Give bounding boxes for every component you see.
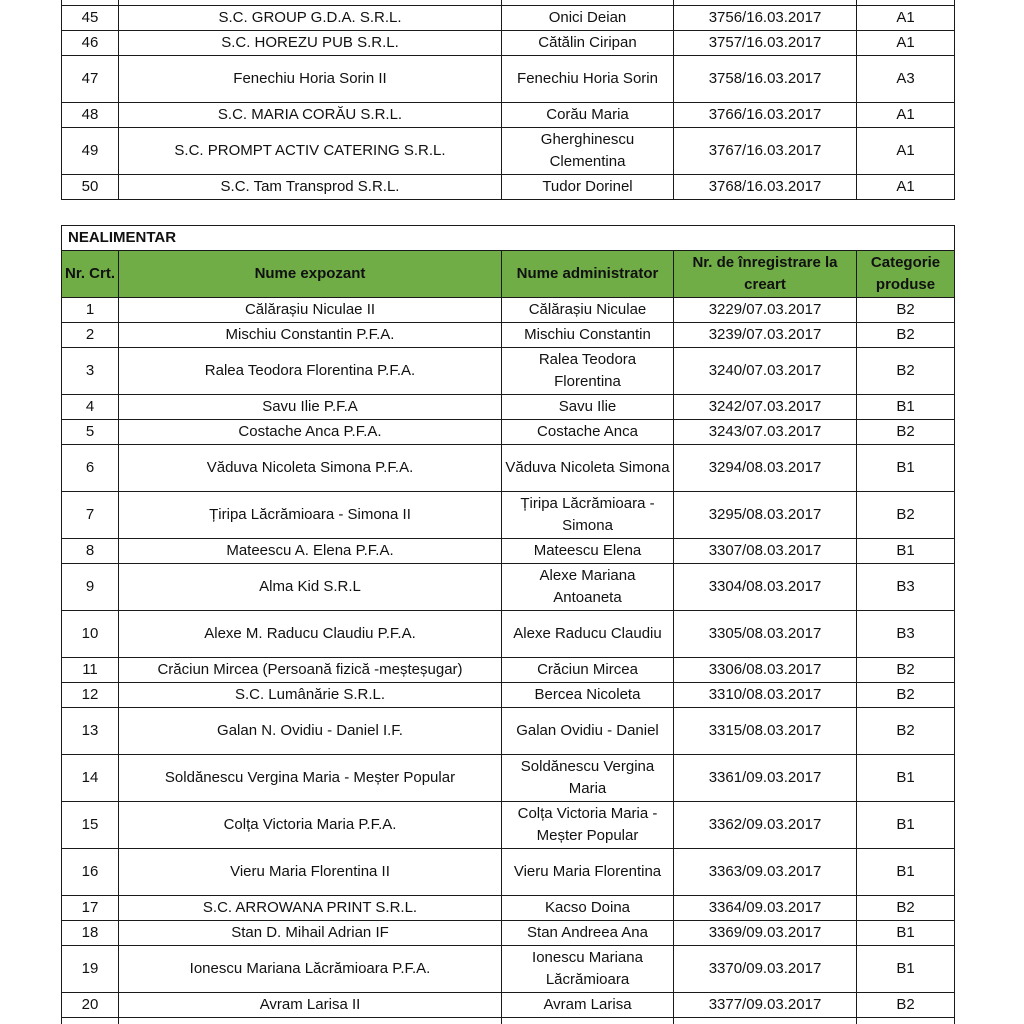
table-row [62,564,955,611]
cell-inregistrare: 3239/07.03.2017 [674,323,857,348]
cell-inregistrare: 3306/08.03.2017 [674,658,857,683]
table-row [62,323,955,348]
cell-nr: 50 [62,175,119,200]
cell-nr: 47 [62,56,119,103]
cell-expozant: Costache Anca P.F.A. [119,420,502,445]
table-row [62,802,955,849]
cell-nr [62,1018,119,1024]
cell-categorie: B1 [857,849,955,896]
cell-inregistrare: 3295/08.03.2017 [674,492,857,539]
cell-nr: 4 [62,395,119,420]
cell-categorie: B2 [857,708,955,755]
cell-expozant: S.C. PROMPT ACTIV CATERING S.R.L. [119,128,502,175]
cell-administrator: Mateescu Elena [502,539,674,564]
table-body [62,0,955,200]
table-row [62,492,955,539]
cell-inregistrare: 3240/07.03.2017 [674,348,857,395]
table-row [62,175,955,200]
table-row [62,611,955,658]
table-row [62,946,955,993]
nealimentar-table [61,225,955,1024]
cell-administrator: Tudor Dorinel [502,175,674,200]
cell-administrator: Călărașiu Niculae [502,298,674,323]
cell-inregistrare: 3242/07.03.2017 [674,395,857,420]
table-row [62,420,955,445]
cell-administrator: Kacso Doina [502,896,674,921]
table-row [62,128,955,175]
table-row [62,708,955,755]
col-header-administrator: Nume administrator [502,251,674,298]
cell-categorie: B2 [857,993,955,1018]
cell-expozant: Alma Kid S.R.L [119,564,502,611]
table-row [62,755,955,802]
cell-inregistrare: 3758/16.03.2017 [674,56,857,103]
cell-administrator: Mischiu Constantin [502,323,674,348]
cell-inregistrare: 3362/09.03.2017 [674,802,857,849]
table-row [62,849,955,896]
cell-categorie: A3 [857,56,955,103]
cell-categorie: A1 [857,103,955,128]
cell-administrator: Fenechiu Horia Sorin [502,56,674,103]
cell-administrator: Crăciun Mircea [502,658,674,683]
cell-inregistrare: 3243/07.03.2017 [674,420,857,445]
cell-inregistrare: 3767/16.03.2017 [674,128,857,175]
cell-expozant: Stan D. Mihail Adrian IF [119,921,502,946]
alimentar-table-continued [61,0,955,200]
cell-expozant: Crăciun Mircea (Persoană fizică -meșteșugar) [119,658,502,683]
cell-administrator: Vieru Maria Florentina [502,849,674,896]
cell-inregistrare: 3768/16.03.2017 [674,175,857,200]
section-title: NEALIMENTAR [62,226,955,251]
col-header-inregistrare: Nr. de înregistrare la creart [674,251,857,298]
cell-categorie: B2 [857,420,955,445]
table-body [62,298,955,1024]
cell-nr: 3 [62,348,119,395]
cell-administrator: Galan Ovidiu - Daniel [502,708,674,755]
cell-administrator: Onici Deian [502,6,674,31]
cell-expozant: S.C. Tam Transprod S.R.L. [119,175,502,200]
cell-inregistrare [674,1018,857,1024]
cell-inregistrare: 3766/16.03.2017 [674,103,857,128]
cell-nr: 10 [62,611,119,658]
cell-nr: 20 [62,993,119,1018]
cell-nr: 19 [62,946,119,993]
cell-categorie: B2 [857,683,955,708]
cell-nr: 11 [62,658,119,683]
cell-expozant: S.C. HOREZU PUB S.R.L. [119,31,502,56]
cell-inregistrare: 3370/09.03.2017 [674,946,857,993]
cell-nr: 48 [62,103,119,128]
cell-administrator: Ionescu Mariana Lăcrămioara [502,946,674,993]
cell-expozant [119,1018,502,1024]
table-row [62,31,955,56]
cell-nr: 8 [62,539,119,564]
cell-categorie: A1 [857,128,955,175]
cell-expozant: Alexe M. Raducu Claudiu P.F.A. [119,611,502,658]
cell-categorie: B1 [857,539,955,564]
cell-inregistrare: 3304/08.03.2017 [674,564,857,611]
cell-nr: 15 [62,802,119,849]
cell-nr: 1 [62,298,119,323]
cell-nr: 49 [62,128,119,175]
cell-nr: 7 [62,492,119,539]
cell-nr: 45 [62,6,119,31]
cell-categorie: B1 [857,802,955,849]
table-row [62,921,955,946]
cell-nr: 13 [62,708,119,755]
cell-expozant: Ralea Teodora Florentina P.F.A. [119,348,502,395]
cell-nr: 12 [62,683,119,708]
cell-inregistrare: 3363/09.03.2017 [674,849,857,896]
table-row [62,683,955,708]
cell-administrator: Ralea Teodora Florentina [502,348,674,395]
cell-administrator: Savu Ilie [502,395,674,420]
cell-nr: 18 [62,921,119,946]
cell-inregistrare: 3369/09.03.2017 [674,921,857,946]
cell-administrator: Costache Anca [502,420,674,445]
table-row [62,298,955,323]
cell-categorie: B3 [857,611,955,658]
cell-administrator: Alexe Mariana Antoaneta [502,564,674,611]
cell-expozant: Savu Ilie P.F.A [119,395,502,420]
cell-inregistrare: 3307/08.03.2017 [674,539,857,564]
cell-expozant: Vieru Maria Florentina II [119,849,502,896]
cell-categorie: B2 [857,658,955,683]
cell-expozant: Văduva Nicoleta Simona P.F.A. [119,445,502,492]
cell-administrator: Bercea Nicoleta [502,683,674,708]
table-row [62,445,955,492]
cell-nr: 14 [62,755,119,802]
cell-administrator: Colța Victoria Maria - Meșter Popular [502,802,674,849]
cell-expozant: S.C. Lumânărie S.R.L. [119,683,502,708]
cell-administrator: Gherghinescu Clementina [502,128,674,175]
cell-categorie: B2 [857,492,955,539]
cell-inregistrare: 3756/16.03.2017 [674,6,857,31]
cell-nr: 6 [62,445,119,492]
cell-expozant: Țiripa Lăcrămioara - Simona II [119,492,502,539]
cell-nr: 5 [62,420,119,445]
cell-categorie: B1 [857,755,955,802]
table-row [62,658,955,683]
cell-inregistrare: 3377/09.03.2017 [674,993,857,1018]
cell-categorie: A1 [857,6,955,31]
cell-categorie: A1 [857,175,955,200]
cell-categorie: B1 [857,921,955,946]
table-row [62,56,955,103]
cell-categorie: B2 [857,323,955,348]
cell-expozant: Ionescu Mariana Lăcrămioara P.F.A. [119,946,502,993]
cell-expozant: S.C. ARROWANA PRINT S.R.L. [119,896,502,921]
table-row [62,6,955,31]
cell-inregistrare: 3757/16.03.2017 [674,31,857,56]
cell-expozant: Călărașiu Niculae II [119,298,502,323]
cell-categorie: B2 [857,348,955,395]
cell-inregistrare: 3294/08.03.2017 [674,445,857,492]
cell-administrator: Corău Maria [502,103,674,128]
table-row [62,348,955,395]
table-row [62,103,955,128]
cell-expozant: Colța Victoria Maria P.F.A. [119,802,502,849]
cell-expozant: Mateescu A. Elena P.F.A. [119,539,502,564]
cell-expozant: Soldănescu Vergina Maria - Meșter Popular [119,755,502,802]
cell-administrator: Cătălin Ciripan [502,31,674,56]
table-row [62,993,955,1018]
cell-administrator [502,1018,674,1024]
cell-inregistrare: 3361/09.03.2017 [674,755,857,802]
cell-categorie: B1 [857,445,955,492]
cell-expozant: Fenechiu Horia Sorin II [119,56,502,103]
cell-administrator: Avram Larisa [502,993,674,1018]
cell-categorie: A1 [857,31,955,56]
cell-nr: 2 [62,323,119,348]
cell-expozant: Mischiu Constantin P.F.A. [119,323,502,348]
table-row [62,395,955,420]
cell-nr: 17 [62,896,119,921]
cell-nr: 46 [62,31,119,56]
table-row [62,1018,955,1024]
col-header-categorie: Categorie produse [857,251,955,298]
cell-expozant: Galan N. Ovidiu - Daniel I.F. [119,708,502,755]
cell-inregistrare: 3305/08.03.2017 [674,611,857,658]
table-row [62,539,955,564]
header-row [62,251,955,298]
cell-administrator: Văduva Nicoleta Simona [502,445,674,492]
cell-expozant: S.C. GROUP G.D.A. S.R.L. [119,6,502,31]
cell-administrator: Soldănescu Vergina Maria [502,755,674,802]
cell-administrator: Stan Andreea Ana [502,921,674,946]
cell-nr: 9 [62,564,119,611]
cell-inregistrare: 3315/08.03.2017 [674,708,857,755]
cell-categorie [857,1018,955,1024]
cell-inregistrare: 3310/08.03.2017 [674,683,857,708]
cell-categorie: B1 [857,946,955,993]
cell-categorie: B3 [857,564,955,611]
cell-categorie: B1 [857,395,955,420]
col-header-nr: Nr. Crt. [62,251,119,298]
cell-administrator: Alexe Raducu Claudiu [502,611,674,658]
cell-categorie: B2 [857,896,955,921]
cell-inregistrare: 3364/09.03.2017 [674,896,857,921]
table-row [62,896,955,921]
cell-nr: 16 [62,849,119,896]
cell-categorie: B2 [857,298,955,323]
cell-expozant: S.C. MARIA CORĂU S.R.L. [119,103,502,128]
col-header-expozant: Nume expozant [119,251,502,298]
cell-inregistrare: 3229/07.03.2017 [674,298,857,323]
cell-expozant: Avram Larisa II [119,993,502,1018]
cell-administrator: Țiripa Lăcrămioara - Simona [502,492,674,539]
